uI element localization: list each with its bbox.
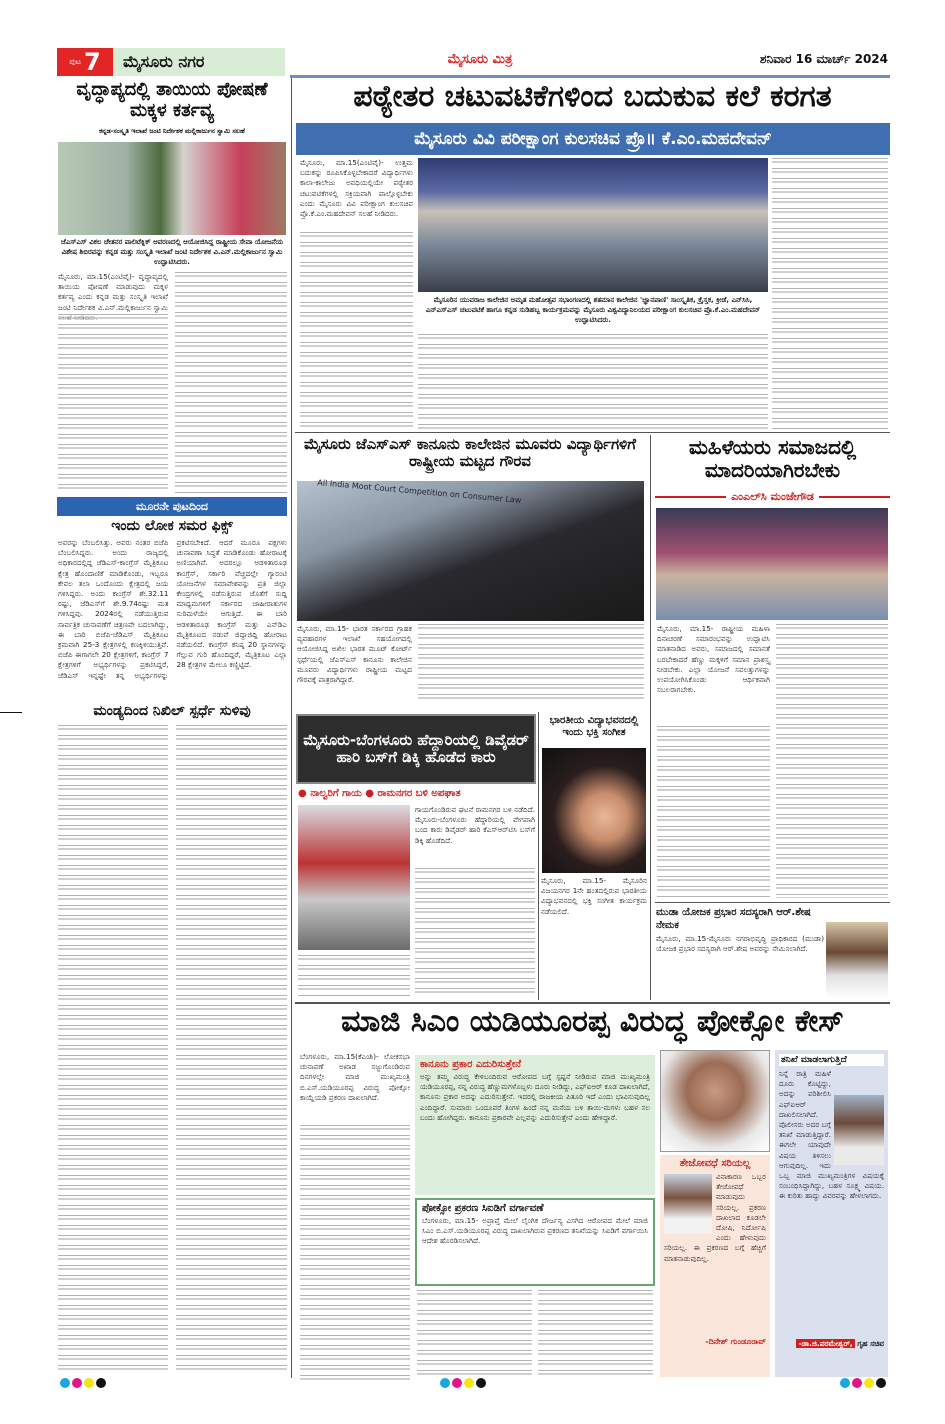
women-photo xyxy=(656,508,888,620)
parameshwar-photo xyxy=(834,1095,884,1165)
probe-title: ತನಿಖೆ ಮಾಡಲಾಗುತ್ತಿದೆ xyxy=(779,1054,884,1066)
lead-headline: ಪಠ್ಯೇತರ ಚಟುವಟಿಕೆಗಳಿಂದ ಬದುಕುವ ಕಲೆ ಕರಗತ xyxy=(353,79,832,114)
jss-headline: ಮೈಸೂರು ಜೆಎಸ್‌ಎಸ್ ಕಾನೂನು ಕಾಲೇಜಿನ ಮೂವರು ವಿದ್ಯಾರ್ಥಿಗಳಿಗೆ ರಾಷ್ಟ್ರೀಯ ಮಟ್ಟದ ಗೌರವ xyxy=(304,435,636,471)
registration-dot-black xyxy=(876,1378,886,1388)
bus-text xyxy=(415,868,535,998)
page-number-box: ಪುಟ 7 xyxy=(57,48,113,76)
left-article-body: ಮೈಸೂರು, ಮಾ.15(ಎಂಟಿವೈ)- ವೃದ್ಧಾಪ್ಯದಲ್ಲಿ ತಾಯಿಯ ಪೋಷಣೆ ಮಾಡುವುದು ಮಕ್ಕಳ ಕರ್ತವ್ಯ ಎಂದು ಕನ್ನಡ ಮತ್ತು ಸಂಸ್ಕೃತಿ ಇಲಾಖೆ ಜಂಟಿ ನಿರ್ದೇಶಕ ವಿ.ಎನ್.ಮಲ್ಲಿಕಾರ್ಜುನ ಸ್ವಾಮಿ xyxy=(58,272,168,312)
quote-body: ಅನ್ನು ತಮ್ಮ ವಿರುದ್ಧ ಕೇಳಿಬಂದಿರುವ ಆರೋಪದ ಬಗ್ಗೆ ಸ್ಪಷ್ಟನೆ ನೀಡಿರುವ ಮಾಜಿ ಮುಖ್ಯಮಂತ್ರಿ ಯಡಿಯೂರಪ್ಪ, ನನ್ನ ವಿರುದ್ಧ ಹೆಣ್ಣುಮಗಳೊಬ್ಬಳು ದೂರು ನೀಡಿದ್ದು, ಎಫ್‌ಐಆರ್ ಕೂಡ ದಾಖಲಾಗಿದೆ, ಕಾನೂನು ಪ್ರಕಾರ ಅದನ್ನು ಎದುರಿಸುತ್ತೇನೆ. ಇದರಲ್ಲಿ ರಾಜಕೀಯ ಪಿತೂರಿ ಇದೆ ಎಂದು ಭಾವಿಸುವುದಿಲ್ಲ ಎಂದಿದ್ದಾರೆ. ಸುಮಾರು ಒಂದೂವರೆ ತಿಂಗಳ ಹಿಂದೆ ನನ್ನ ಮನೆಯ ಬಳಿ ತಾಯಿ-ಮಗಳು ಬಹಳ ಸಲ ಬಂದು ಹೋಗಿದ್ದರು. ಕಾನೂನು ಪ್ರಕಾರವೇ ಎಲ್ಲವನ್ನು ಎದುರಿಸುತ್ತೇನೆ ಎಂದು ಹೇಳಿದ್ದಾರೆ. xyxy=(420,1072,650,1122)
cid-title: ಪೋಕ್ಸೋ ಪ್ರಕರಣ ಸಿಐಡಿಗೆ ವರ್ಗಾವಣೆ xyxy=(422,1203,544,1214)
bus-headline: ಮೈಸೂರು-ಬೆಂಗಳೂರು ಹೆದ್ದಾರಿಯಲ್ಲಿ ಡಿವೈಡರ್ ಹಾರಿ ಬಸ್‌ಗೆ ಡಿಕ್ಕಿ ಹೊಡೆದ ಕಾರು xyxy=(303,730,529,766)
jss-banner-text: All India Moot Court Competition on Consumer Law xyxy=(316,478,522,505)
left-photo-caption: ಜೆಎಸ್‌ಎಸ್ ವಿಕಲ ಚೇತನರ ಪಾಲಿಟೆಕ್ನಿಕ್ ಆವರಣದಲ್ಲಿ ಆಯೋಜಿಸಿದ್ದ ರಾಷ್ಟ್ರೀಯ ಸೇವಾ ಯೋಜನೆಯ ವಿಶೇಷ ಶಿಬಿರವನ್ನು ಕನ್ನಡ ಮತ್ತು ಸಂಸ್ಕೃತಿ ಇಲಾಖೆ ಜಂಟಿ ನಿರ್ದೇಶಕ ವಿ.ಎನ್.ಮಲ್ಲಿಕಾರ್ಜುನ ಸ್ವಾಮಿ ಉದ್ಘಾಟಿಸಿದರು. xyxy=(60,238,284,266)
left-article-3-text xyxy=(58,725,168,1375)
probe-body: ನಿನ್ನೆ ರಾತ್ರಿ ಮಹಿಳೆ ದೂರು ಕೊಟ್ಟಿದ್ದು, ಅದನ್ನು ಪರಿಶೀಲಿಸಿ ಎಫ್‌ಐಆರ್ ದಾಖಲಿಸಲಾಗಿದೆ. ಪೊಲೀಸರು ಅದರ ಬಗ್ಗೆ ತನಿಖೆ ಮಾಡುತ್ತಿದ್ದಾರೆ. ಈಗಲೇ ಯಾವುದೇ ವಿಷಯ ತಿಳಿಸಲು ಆಗುವುದಿಲ್ಲ. ಇದು ಒಬ್ಬ ಮಾಜಿ ಮುಖ್ಯಮಂತ್ರಿಗಳ ವಿಷಯಕ್ಕೆ ಸಂಬಂಧಿಸಿದ್ದಾಗಿದ್ದು, ಬಹಳ ಸೂಕ್ಷ್ಮ ವಿಷಯ. ಈ ಕುರಿತು ಹಾದ್ದು ವಿವರವನ್ನು ಹೇಳಲಾಗದು. xyxy=(779,1069,884,1201)
jss-text xyxy=(418,624,644,704)
continued-band: ಮೂರನೇ ಪುಟದಿಂದ xyxy=(57,497,287,516)
women-byline: ಎಂಎಲ್‌ಸಿ ಮಂಜೇಗೌಡ xyxy=(655,490,890,504)
jss-photo xyxy=(297,478,644,621)
left-article-2-body: ಅವರನ್ನು ಬೆಂಬಲಿಸಿತ್ತು. ಅವರು ನಂತರ ಬಿಜೆಪಿ ಬೆಂಬಲಿಸಿದ್ದರು. ಅಂದು ರಾಜ್ಯದಲ್ಲಿ ಅಧಿಕಾರದಲ್ಲಿದ್ದ ಜೆಡಿಎಸ್-ಕಾಂಗ್ರೆಸ್ ಮೈತ್ರಿಕೂಟ ಕ್ಷೇತ್ರ ಹೊಂದಾಣಿಕೆ ಮಾಡಿಕೊಂಡು, ಇಬ್ಬರೂ ಕೇವಲ ತಲಾ ಒಂದೊಂದು ಕ್ಷೇತ್ರದಲ್ಲಿ ಜಯ ಗಳಿಸಿದ್ದರು. ಅಂದು ಕಾಂಗ್ರೆಸ್ ಶೇ.32.11 ರಷ್ಟು, ಜೆಡಿಎಸ್‌ಗೆ ಶೇ.9.74ರಷ್ಟು ಮತ ಗಳಿಸಿದ್ದವು. 2024ರಲ್ಲಿ ನಡೆಯುತ್ತಿರುವ ಸಾರ್ವತ್ರಿಕ ಚುನಾವಣೆಗೆ ಚಿತ್ರಣವೇ ಬದಲಾಗಿದ್ದು, ಈ ಬಾರಿ ಬಿಜೆಪಿ-ಜೆಡಿಎಸ್ ಮೈತ್ರಿಕೂಟ ಕ್ರಮವಾಗಿ 25-3 ಕ್ಷೇತ್ರಗಳಲ್ಲಿ ಕಣಕ್ಕಿಳಿಯುತ್ತಿವೆ. ಬಿಜೆಪಿ ಈಗಾಗಲೇ 20 ಕ್ಷೇತ್ರಗಳಿಗೆ, ಕಾಂಗ್ರೆಸ್ 7 ಕ್ಷೇತ್ರಗಳಿಗೆ ಅಭ್ಯರ್ಥಿಗಳನ್ನು ಪ್ರಕಟಿಸಿದ್ದರೆ, ಜೆಡಿಎಸ್ ಇನ್ನಷ್ಟೇ ತನ್ನ ಅಭ್ಯರ್ಥಿಗಳನ್ನು ಪ್ರಕಟಿಸಬೇಕಿದೆ. ಆದರೆ ಮೂರೂ ಪಕ್ಷಗಳು ಚುನಾವಣಾ ಸಿದ್ಧತೆ ಮಾಡಿಕೊಂಡು ಹೋರಾಟಕ್ಕೆ ಅಣಿಯಾಗಿವೆ. ಅದರಲ್ಲೂ ಆಡಳಿತಾರೂಢ ಕಾಂಗ್ರೆಸ್, ಸರ್ಕಾರಿ ವೆಚ್ಚದಲ್ಲೇ ಗ್ಯಾರಂಟಿ ಯೋಜನೆಗಳ ಸಮಾವೇಶವನ್ನು ಪ್ರತಿ ಜಿಲ್ಲಾ ಕೇಂದ್ರಗಳಲ್ಲಿ ನಡೆಸುತ್ತಿರುವ ಜೊತೆಗೆ ಸುದ್ದಿ ಮಾಧ್ಯಮಗಳಿಗೆ ಸರ್ಕಾರದ ಜಾಹೀರಾತುಗಳ ಸುರಿಮಳೆಯೇ ಆಗುತ್ತಿದೆ. ಈ ಬಾರಿ ಆಡಳಿತಾರೂಢ ಕಾಂಗ್ರೆಸ್ ಮತ್ತು ಎನ್‌ಡಿಎ ಮೈತ್ರಿಕೂಟದ ನಡುವೆ ಜಿದ್ದಾಜಿದ್ದಿ ಹೋರಾಟ ನಡೆಯಲಿದೆ. ಕಾಂಗ್ರೆಸ್ ಕನಿಷ್ಠ 20 ಸ್ಥಾನಗಳನ್ನು ಗೆಲ್ಲುವ ಗುರಿ ಹೊಂದಿದ್ದರೆ, ಮೈತ್ರಿಕೂಟ ಎಲ್ಲಾ 28 ಕ್ಷೇತ್ರಗಳ ಮೇಲೂ ಕಣ್ಣಿಟ್ಟಿದೆ. xyxy=(58,538,287,680)
pocso-text-2 xyxy=(417,1290,532,1380)
registration-dot-black xyxy=(96,1378,106,1388)
probe-signature: -ಡಾ.ಜಿ.ಪರಮೇಶ್ವರ್, xyxy=(798,1339,853,1348)
divider xyxy=(295,432,890,433)
column-divider xyxy=(650,435,651,1000)
registration-dot-yellow xyxy=(864,1378,874,1388)
lead-photo xyxy=(418,158,768,292)
left-subhead: ಕನ್ನಡ-ಸಂಸ್ಕೃತಿ ಇಲಾಖೆ ಜಂಟಿ ನಿರ್ದೇಶಕ ಮಲ್ಲಿಕಾರ್ಜುನ ಸ್ವಾಮಿ ಸಲಹೆ xyxy=(99,127,245,135)
dinesh-body: ವಿನಾಕಾರಣ ಒಬ್ಬರ ತೇಜೋವಧೆ ಮಾಡುವುದು ಸರಿಯಲ್ಲ. ಪ್ರಕರಣ ದಾಖಲಾದ ಕೂಡಲೇ ದೋಷಿ, ನಿರ್ದೋಷಿ ಎಂದು ಹೇಳುವುದು ಸರಿಯಲ್ಲ. ಈ ಪ್ರಕರಣದ ಬಗ್ಗೆ ಹೆಚ್ಚಿಗೆ ಮಾತನಾಡುವುದಿಲ್ಲ. xyxy=(664,1172,766,1263)
dinesh-title: ತೇಜೋವಧೆ ಸರಿಯಲ್ಲ xyxy=(679,1158,751,1169)
women-text-2 xyxy=(776,624,888,898)
lead-text xyxy=(300,232,413,430)
probe-box xyxy=(775,1050,888,1377)
muda-photo xyxy=(826,922,888,998)
bus-headline-box xyxy=(296,714,536,784)
registration-dot-black xyxy=(476,1378,486,1388)
header-rule xyxy=(290,75,890,78)
left-headline-3: ಮಂಡ್ಯದಿಂದ ನಿಖಿಲ್ ಸ್ಪರ್ಧೆ ಸುಳಿವು xyxy=(93,703,251,719)
left-article-text-2 xyxy=(175,272,287,494)
pocso-headline: ಮಾಜಿ ಸಿಎಂ ಯಡಿಯೂರಪ್ಪ ವಿರುದ್ಧ ಪೋಕ್ಸೋ ಕೇಸ್ xyxy=(341,1004,844,1039)
quote-box xyxy=(415,1055,655,1195)
bus-tags: ● ನಾಲ್ವರಿಗೆ ಗಾಯ ● ರಾಮನಗರ ಬಳಿ ಅಪಘಾತ xyxy=(298,788,461,799)
pocso-text-3 xyxy=(538,1290,653,1380)
cid-box xyxy=(415,1198,655,1286)
jss-body: ಮೈಸೂರು, ಮಾ.15- ಭಾರತ ಸರ್ಕಾರದ ಗ್ರಾಹಕ ವ್ಯವಹಾರಗಳ ಇಲಾಖೆ ಸಹಯೋಗದಲ್ಲಿ ಆಯೋಜಿಸಿದ್ದ ಅಖಿಲ ಭಾರತ ಮೂಟ್ ಕೋರ್ಟ್ ಸ್ಪರ್ಧೆಯಲ್ಲಿ ಜೆಎಸ್‌ಎಸ್ ಕಾನೂನು ಕಾಲೇಜಿನ ಮೂವರು ವಿದ್ಯಾರ್ಥಿಗಳು ರಾಷ್ಟ್ರೀಯ ಮಟ್ಟದ ಗೌರವಕ್ಕೆ ಪಾತ್ರರಾಗಿದ್ದಾರೆ. xyxy=(297,624,412,685)
pocso-text xyxy=(300,1125,410,1380)
fold-mark xyxy=(0,712,22,713)
women-headline: ಮಹಿಳೆಯರು ಸಮಾಜದಲ್ಲಿ ಮಾದರಿಯಾಗಿರಬೇಕು xyxy=(688,435,857,482)
lead-body: ಮೈಸೂರು, ಮಾ.15(ಎಂಟಿವೈ)- ಉತ್ತಮ ಬದುಕನ್ನು ರೂಪಿಸಿಕೊಳ್ಳಬೇಕಾದರೆ ವಿದ್ಯಾರ್ಥಿಗಳು ಕಾಲಾ-ಕಾಲೇಜು ಅವಧಿಯಲ್ಲಿಯೇ ಪಠ್ಯೇತರ ಚಟುವಟಿಕೆಗಳಲ್ಲಿ ಸಕ್ರಿಯವಾಗಿ ಪಾಲ್ಗೊಳ್ಳಬೇಕು ಎಂದು ಮೈಸೂರು ವಿವಿ ಪರೀಕ್ಷಾಂಗ ಕುಲಸಚಿವ ಪ್ರೊ.ಕೆ.ಎಂ.ಮಹದೇವನ್ ಸಲಹೆ ನೀಡಿದರು. xyxy=(300,158,413,219)
muda-body: ಮೈಸೂರು, ಮಾ.15-ಮೈಸೂರು ನಗರಾಭಿವೃದ್ಧಿ ಪ್ರಾಧಿಕಾರದ (ಮುಡಾ) ಯೋಜಕ ಪ್ರಭಾರ ಸದಸ್ಯರಾಗಿ ಆರ್.ಶೇಷ ಅವರನ್ನು ನೇಮಿಸಲಾಗಿದೆ. xyxy=(656,934,824,954)
quote-title: ಕಾನೂನು ಪ್ರಕಾರ ಎದುರಿಸುತ್ತೇನೆ xyxy=(420,1059,522,1070)
divider xyxy=(655,902,890,903)
registration-dot-yellow xyxy=(464,1378,474,1388)
left-article-text xyxy=(58,314,168,494)
lead-text-2 xyxy=(418,334,768,430)
music-photo xyxy=(542,748,646,873)
registration-dot-cyan xyxy=(60,1378,70,1388)
registration-dot-yellow xyxy=(84,1378,94,1388)
bus-text-2 xyxy=(298,955,410,998)
left-headline-2: ಇಂದು ಲೋಕ ಸಮರ ಫಿಕ್ಸ್ xyxy=(111,518,233,534)
cid-body: ಬೆಂಗಳೂರು, ಮಾ.15- ಅಪ್ರಾಪ್ತೆ ಮೇಲೆ ಲೈಂಗಿಕ ದೌರ್ಜನ್ಯ ಎಸಗಿದ ಆರೋಪದ ಮೇಲೆ ಮಾಜಿ ಸಿಎಂ ಬಿ.ಎಸ್.ಯಡಿಯೂರಪ್ಪ ವಿರುದ್ಧ ದಾಖಲಾಗಿರುವ ಪ್ರಕರಣದ ತನಿಖೆಯನ್ನು ಸಿಐಡಿಗೆ ವರ್ಗಾಯಿಸಿ ಆದೇಶ ಹೊರಡಿಸಲಾಗಿದೆ. xyxy=(422,1216,648,1246)
pocso-body: ಬೆಂಗಳೂರು, ಮಾ.15(ಕೆಎಂಶಿ)- ಲೋಕಸಭಾ ಚುನಾವಣೆ ಅಖಾಡ ಸಜ್ಜುಗೊಂಡಿರುವ ದಿನಗಳಲ್ಲೇ ಮಾಜಿ ಮುಖ್ಯಮಂತ್ರಿ ಬಿ.ಎಸ್.ಯಡಿಯೂರಪ್ಪ ವಿರುದ್ಧ ಪೋಕ್ಸೋ ಕಾಯ್ದೆಯಡಿ ಪ್ರಕರಣ ದಾಖಲಾಗಿದೆ. xyxy=(300,1052,410,1102)
column-divider xyxy=(538,712,539,1000)
bus-body: ಗಾಯಗೊಂಡಿರುವ ಘಟನೆ ರಾಮನಗರ ಬಳಿ ನಡೆದಿದೆ. ಮೈಸೂರು-ಬೆಂಗಳೂರು ಹೆದ್ದಾರಿಯಲ್ಲಿ ವೇಗವಾಗಿ ಬಂದ ಕಾರು ಡಿವೈಡರ್ ಹಾರಿ ಕೆಎಸ್‌ಆರ್‌ಟಿಸಿ ಬಸ್‌ಗೆ ಡಿಕ್ಕಿ ಹೊಡೆದಿದೆ. xyxy=(415,805,535,845)
masthead: ಮೈಸೂರು ಮಿತ್ರ xyxy=(447,52,513,67)
section-title: ಮೈಸೂರು ನಗರ xyxy=(113,48,285,76)
music-body: ಮೈಸೂರು, ಮಾ.15- ಮೈಸೂರಿನ ವಿಜಯನಗರ 1ನೇ ಹಂತದಲ್ಲಿರುವ ಭಾರತೀಯ ವಿದ್ಯಾಭವನದಲ್ಲಿ ಭಕ್ತಿ ಸಂಗೀತ ಕಾರ್ಯಕ್ರಮ ನಡೆಯಲಿದೆ. xyxy=(541,876,647,916)
registration-dot-cyan xyxy=(440,1378,450,1388)
left-article-3-text-2 xyxy=(176,725,287,1375)
yediyurappa-photo xyxy=(660,1050,770,1152)
left-photo xyxy=(58,142,286,235)
lead-photo-caption: ಮೈಸೂರಿನ ಯುವರಾಜ ಕಾಲೇಜಿನ ಅಮೃತ ಮಹೋತ್ಸವ ಸಭಾಂಗಣದಲ್ಲಿ ಶತಮಾನ ಕಾಲೇಜಿನ 'ಜ್ಞಾನಪಾಣಿ' ಸಾಂಸ್ಕೃತಿಕ, ಕ್ರೈಸ್ತಕ, ಕ್ರೀಡೆ, ಎನ್‌ಸಿಸಿ, ಎನ್‌ಎಸ್‌ಎಸ್ ಚಟುವಟಿಕೆ ಹಾಗೂ ಕನ್ನಡ ಸುಡಿಹಬ್ಬ ಕಾರ್ಯಕ್ರಮವನ್ನು ಮೈಸೂರು ವಿಶ್ವವಿದ್ಯಾನಿಲಯದ ಪರೀಕ್ಷಾಂಗ ಕುಲಸಚಿವ ಪ್ರೊ.ಕೆ.ಎಂ.ಮಹದೇವನ್ ಉದ್ಘಾಟಿಸಿದರು. xyxy=(425,296,761,324)
women-body: ಮೈಸೂರು, ಮಾ.15- ರಾಷ್ಟ್ರೀಯ ಮಹಿಳಾ ದಿನಾಚರಣೆ ಸಮಾರಂಭವನ್ನು ಉದ್ಘಾಟಿಸಿ ಮಾತನಾಡಿದ ಅವರು, ಸಮಾಜದಲ್ಲಿ ಸಮಾನತೆ ಬರಬೇಕಾದರೆ ಹೆಣ್ಣು ಮಕ್ಕಳಿಗೆ ಸಮಾನ ಪ್ರಾಶಸ್ತ್ಯ ನೀಡಬೇಕು. ಎಲ್ಲಾ ಯೋಜನೆ ಸವಲತ್ತುಗಳನ್ನು ಉಪಯೋಗಿಸಿಕೊಂಡು ಆರ್ಥಿಕವಾಗಿ ಸಬಲರಾಗಬೇಕು. xyxy=(657,624,770,695)
registration-dot-magenta xyxy=(852,1378,862,1388)
date: ಶನಿವಾರ 16 ಮಾರ್ಚ್ 2024 xyxy=(759,52,888,66)
probe-role: ಗೃಹ ಸಚಿವ xyxy=(857,1339,884,1348)
dinesh-box xyxy=(660,1155,770,1377)
dinesh-photo xyxy=(664,1174,712,1234)
bus-photo xyxy=(298,805,410,950)
left-headline: ವೃದ್ಧಾಪ್ಯದಲ್ಲಿ ತಾಯಿಯ ಪೋಷಣೆ ಮಕ್ಕಳ ಕರ್ತವ್ಯ xyxy=(76,79,268,121)
column-divider xyxy=(291,78,292,1378)
dinesh-signature: -ದಿನೇಶ್ ಗುಂಡೂರಾವ್ xyxy=(705,1337,766,1346)
music-headline: ಭಾರತೀಯ ವಿದ್ಯಾಭವನದಲ್ಲಿ ಇಂದು ಭಕ್ತಿ ಸಂಗೀತ xyxy=(549,715,639,738)
muda-headline: ಮುಡಾ ಯೋಜಕ ಪ್ರಭಾರ ಸದಸ್ಯರಾಗಿ ಆರ್.ಶೇಷ ನೇಮಕ xyxy=(656,907,811,931)
registration-dot-magenta xyxy=(72,1378,82,1388)
registration-dot-magenta xyxy=(452,1378,462,1388)
women-text xyxy=(657,726,770,898)
lead-subhead: ಮೈಸೂರು ವಿವಿ ಪರೀಕ್ಷಾಂಗ ಕುಲಸಚಿವ ಪ್ರೊ॥ ಕೆ.ಎಂ.ಮಹದೇವನ್ xyxy=(296,123,890,155)
registration-dot-cyan xyxy=(840,1378,850,1388)
lead-text-3 xyxy=(772,158,888,430)
